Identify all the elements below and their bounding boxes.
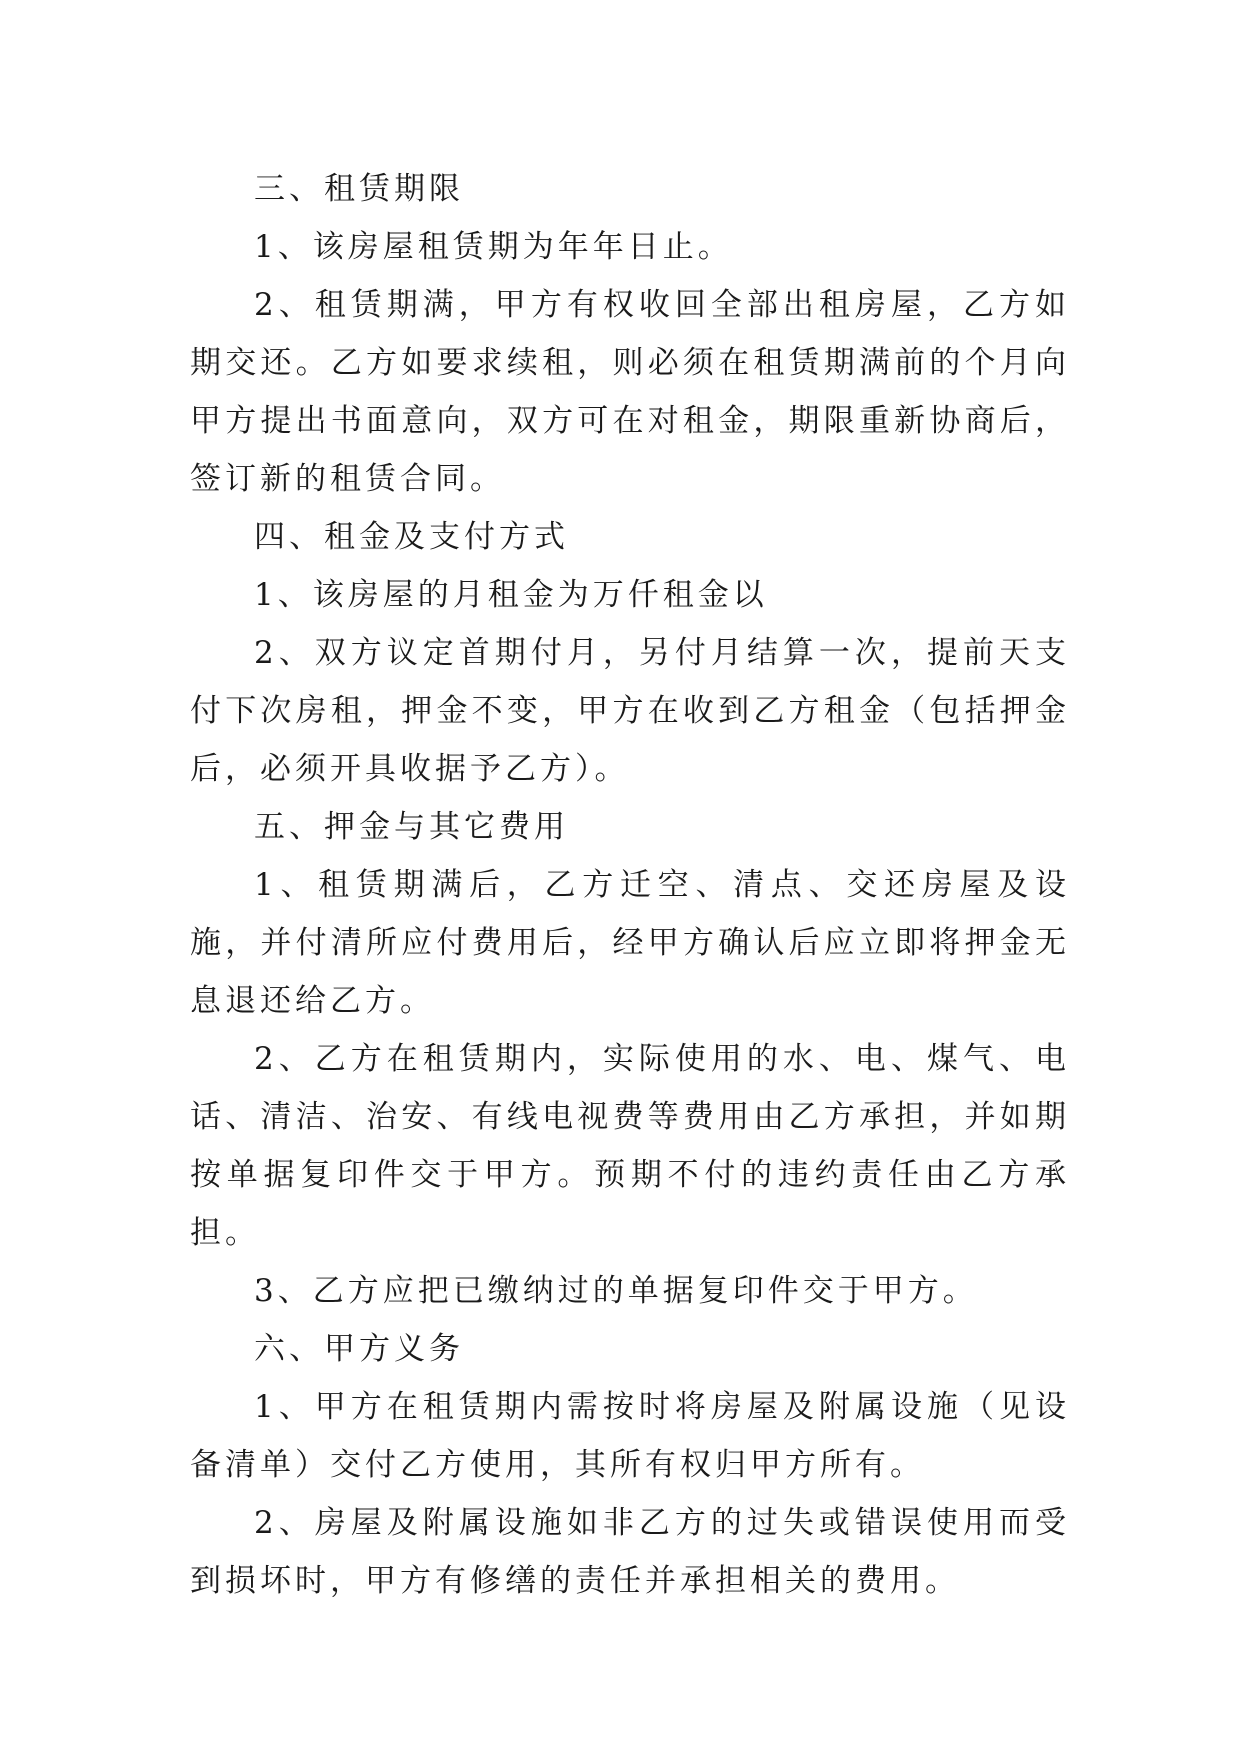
document-body: [190, 160, 1070, 1610]
paragraph: 2、租赁期满，甲方有权收回全部出租房屋，乙方如期交还。乙方如要求续租，则必须在租赁期满前的个月向甲方提出书面意向，双方可在对租金，期限重新协商后，签订新的租赁合同。: [190, 287, 1070, 497]
paragraph: 2、房屋及附属设施如非乙方的过失或错误使用而受到损坏时，甲方有修缮的责任并承担相关的费用。: [190, 1505, 1070, 1599]
paragraph: 2、双方议定首期付月，另付月结算一次，提前天支付下次房租，押金不变，甲方在收到乙方租金（包括押金后，必须开具收据予乙方）。: [190, 635, 1070, 787]
section-heading: 六、甲方义务: [254, 1331, 464, 1367]
section-heading: 五、押金与其它费用: [254, 809, 569, 845]
section-heading: 三、租赁期限: [254, 171, 464, 207]
paragraph: 2、乙方在租赁期内，实际使用的水、电、煤气、电话、清洁、治安、有线电视费等费用由乙方承担，并如期按单据复印件交于甲方。预期不付的违约责任由乙方承担。: [190, 1041, 1070, 1251]
paragraph: 3、乙方应把已缴纳过的单据复印件交于甲方。: [254, 1273, 978, 1309]
section-heading: 四、租金及支付方式: [254, 519, 569, 555]
paragraph: 1、该房屋租赁期为年年日止。: [254, 229, 733, 265]
paragraph: 1、该房屋的月租金为万仟租金以: [254, 577, 768, 613]
paragraph: 1、租赁期满后，乙方迁空、清点、交还房屋及设施，并付清所应付费用后，经甲方确认后应立即将押金无息退还给乙方。: [190, 867, 1070, 1019]
paragraph: 1、甲方在租赁期内需按时将房屋及附属设施（见设备清单）交付乙方使用，其所有权归甲方所有。: [190, 1389, 1070, 1483]
